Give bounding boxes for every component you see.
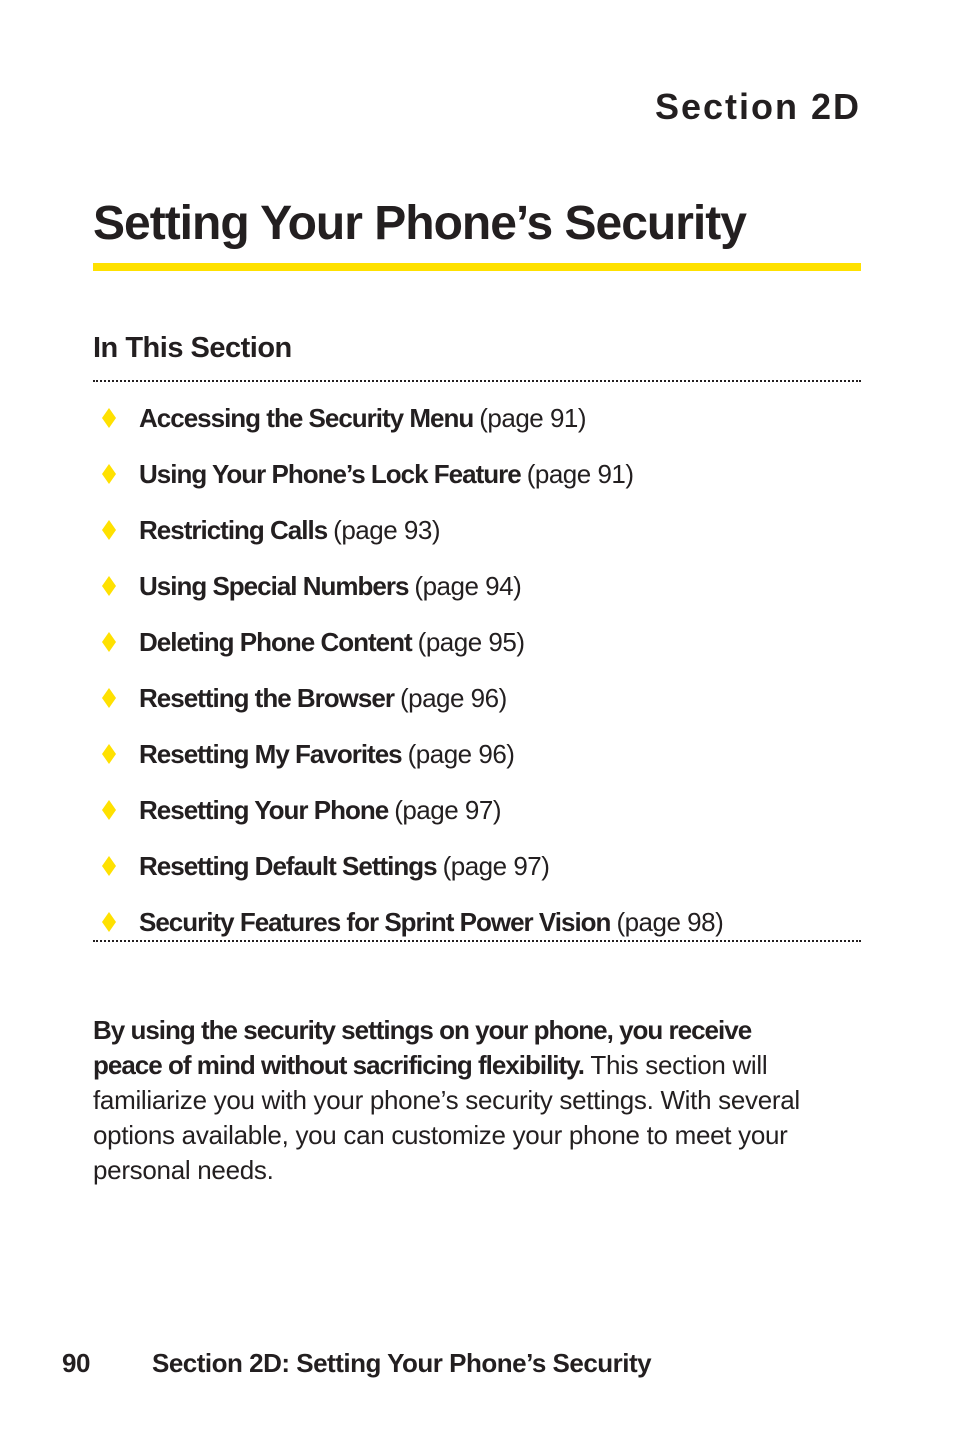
toc-top-divider xyxy=(93,380,861,382)
list-item[interactable] xyxy=(93,502,861,558)
page-number: 90 xyxy=(62,1348,90,1378)
diamond-icon xyxy=(97,632,121,652)
diamond-icon xyxy=(97,688,121,708)
list-item[interactable] xyxy=(93,390,861,446)
diamond-icon xyxy=(97,408,121,428)
toc-item-label[interactable]: Resetting the Browser xyxy=(139,682,394,713)
diamond-icon xyxy=(97,576,121,596)
toc-item-label[interactable]: Deleting Phone Content xyxy=(139,626,412,657)
intro-body: This section will familiarize you with your phone’s security settings. With several options available, you can customize your phone to meet your personal needs. xyxy=(93,1050,800,1185)
toc-item-page: (page 91) xyxy=(479,402,587,433)
list-item[interactable] xyxy=(93,670,861,726)
toc-item-page: (page 95) xyxy=(417,626,525,657)
toc-item-label[interactable]: Resetting Your Phone xyxy=(139,794,389,825)
toc-item-page: (page 96) xyxy=(399,682,507,713)
list-item[interactable] xyxy=(93,614,861,670)
toc-item-label[interactable]: Security Features for Sprint Power Vision xyxy=(139,906,611,937)
diamond-icon xyxy=(97,800,121,820)
toc-item-label[interactable]: Using Special Numbers xyxy=(139,570,409,601)
diamond-icon xyxy=(97,856,121,876)
diamond-icon xyxy=(97,464,121,484)
toc-bottom-divider xyxy=(93,940,861,942)
running-title: Section 2D: Setting Your Phone’s Security xyxy=(152,1348,652,1378)
toc-item-label[interactable]: Restricting Calls xyxy=(139,514,328,545)
toc-item-label[interactable]: Resetting Default Settings xyxy=(139,850,437,881)
list-item[interactable] xyxy=(93,782,861,838)
toc-item-label[interactable]: Using Your Phone’s Lock Feature xyxy=(139,458,521,489)
toc-item-label[interactable]: Resetting My Favorites xyxy=(139,738,402,769)
intro-paragraph xyxy=(93,1013,823,1188)
toc-heading: In This Section xyxy=(93,332,292,364)
toc-item-page: (page 97) xyxy=(394,794,501,825)
page-footer xyxy=(62,1348,651,1379)
toc-item-page: (page 98) xyxy=(616,906,724,937)
toc-item-page: (page 94) xyxy=(414,570,522,601)
intro-lead: By using the security settings on your phone, you receive peace of mind without sacrificing flexibility. xyxy=(93,1015,752,1080)
list-item[interactable] xyxy=(93,726,861,782)
toc-item-label[interactable]: Accessing the Security Menu xyxy=(139,402,474,433)
list-item[interactable] xyxy=(93,446,861,502)
toc-item-page: (page 93) xyxy=(333,514,440,545)
diamond-icon xyxy=(97,520,121,540)
toc-list xyxy=(93,390,861,950)
toc-item-page: (page 97) xyxy=(442,850,550,881)
section-label: Section 2D xyxy=(654,86,861,127)
toc-item-page: (page 96) xyxy=(407,738,515,769)
diamond-icon xyxy=(97,744,121,764)
diamond-icon xyxy=(97,912,121,932)
toc-item-page: (page 91) xyxy=(526,458,634,489)
title-underline xyxy=(93,263,861,271)
list-item[interactable] xyxy=(93,838,861,894)
page-title: Setting Your Phone’s Security xyxy=(93,197,746,250)
list-item[interactable] xyxy=(93,558,861,614)
